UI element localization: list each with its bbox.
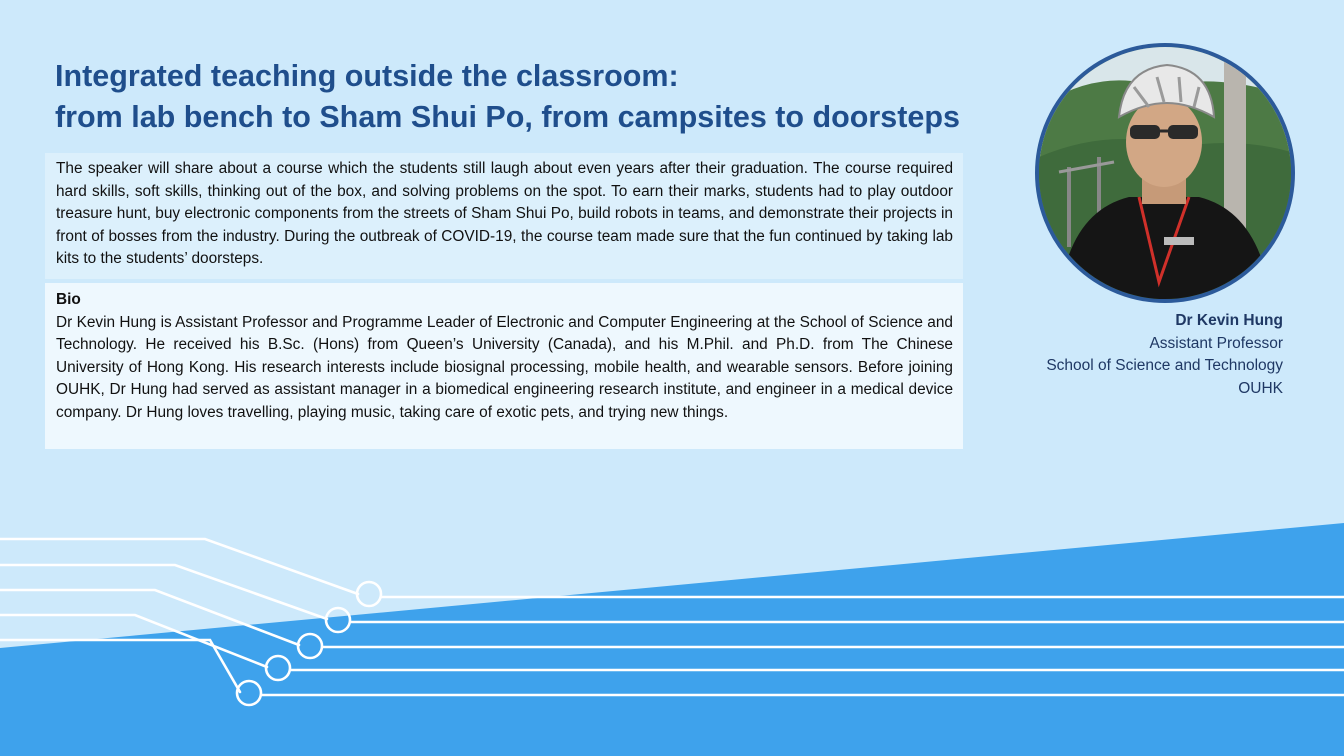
speaker-name: Dr Kevin Hung [1175, 312, 1283, 329]
speaker-school: School of Science and Technology [1046, 357, 1283, 374]
speaker-position: Assistant Professor [1149, 334, 1283, 352]
abstract-text: The speaker will share about a course which the students still laugh about even years after their graduation. The course required hard skills, soft skills, thinking out of the box, and solving problems on the spot. To earn their marks, students had to play outdoor treasure hunt, buy electronic components from the streets of Sham Shui Po, build robots in teams, and demonstrate their projects in front of bosses from the industry. During the outbreak of COVID-19, the course team made sure that the fun continued by taking lab kits to the students’ doorsteps. [56, 160, 953, 268]
bio-text: Dr Kevin Hung is Assistant Professor and Programme Leader of Electronic and Computer Engineering at the School of Science and Technology. He received his B.Sc. (Hons) from Queen’s University (Canada), and his M.Phil. and Ph.D. from The Chinese University of Hong Kong. His research interests include biosignal processing, mobile health, and wearable sensors. Before joining OUHK, Dr Hung had served as assistant manager in a biomedical engineering research institute, and engineer in a medical device company. Dr Hung loves travelling, playing music, taking care of exotic pets, and trying new things. [56, 313, 953, 421]
abstract-box [45, 153, 963, 279]
speaker-photo [1035, 43, 1295, 303]
bio-box [45, 283, 963, 449]
bio-heading: Bio [56, 291, 81, 308]
title-line-1: Integrated teaching outside the classroom: [55, 59, 679, 93]
speaker-info [1046, 310, 1283, 400]
speaker-institution: OUHK [1238, 379, 1283, 397]
slide-title [55, 56, 1035, 138]
title-line-2: from lab bench to Sham Shui Po, from campsites to doorsteps [55, 100, 960, 134]
